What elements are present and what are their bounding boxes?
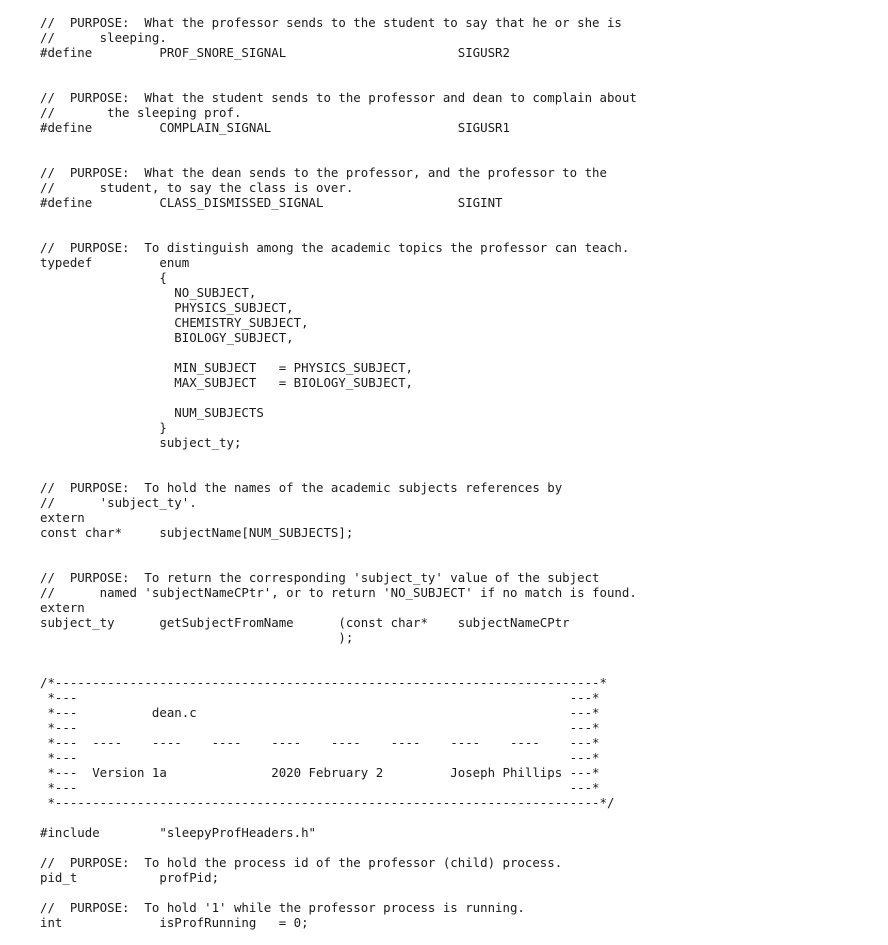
code-line: #define CLASS_DISMISSED_SIGNAL SIGINT (40, 195, 503, 210)
code-line (40, 345, 637, 360)
code-line (40, 60, 637, 75)
code-line: // PURPOSE: What the student sends to the professor and dean to complain about (40, 90, 637, 105)
code-line (40, 150, 637, 165)
code-line: { (40, 270, 167, 285)
code-line: // PURPOSE: What the dean sends to the professor, and the professor to the (40, 165, 607, 180)
code-line: MAX_SUBJECT = BIOLOGY_SUBJECT, (40, 375, 413, 390)
code-line: // PURPOSE: To hold the process id of the professor (child) process. (40, 855, 563, 870)
code-line (40, 390, 637, 405)
code-line (40, 75, 637, 90)
code-line: subject_ty; (40, 435, 242, 450)
code-line (40, 840, 637, 855)
code-line (40, 885, 637, 900)
code-line: #define PROF_SNORE_SIGNAL SIGUSR2 (40, 45, 510, 60)
code-line: PHYSICS_SUBJECT, (40, 300, 294, 315)
code-line: // PURPOSE: To hold the names of the academic subjects references by (40, 480, 563, 495)
header-banner-line: *--- ---* (40, 750, 600, 765)
code-line: // named 'subjectNameCPtr', or to return 'NO_SUBJECT' if no match is found. (40, 585, 637, 600)
code-line: pid_t profPid; (40, 870, 220, 885)
header-banner-line: *--- Version 1a 2020 February 2 Joseph Phillips ---* (40, 765, 600, 780)
code-line (40, 645, 637, 660)
code-line (40, 450, 637, 465)
code-line: // 'subject_ty'. (40, 495, 197, 510)
code-line: extern (40, 510, 85, 525)
code-line: int isProfRunning = 0; (40, 915, 309, 930)
code-line: // PURPOSE: To distinguish among the academic topics the professor can teach. (40, 240, 630, 255)
code-line (40, 225, 637, 240)
header-banner-line: *--- ---* (40, 780, 600, 795)
code-line (40, 465, 637, 480)
code-line: extern (40, 600, 85, 615)
code-line (40, 660, 637, 675)
code-line: #define COMPLAIN_SIGNAL SIGUSR1 (40, 120, 510, 135)
code-line: typedef enum (40, 255, 190, 270)
header-banner-line: *--- ---* (40, 690, 600, 705)
code-line: NO_SUBJECT, (40, 285, 257, 300)
code-line: BIOLOGY_SUBJECT, (40, 330, 294, 345)
code-line: CHEMISTRY_SUBJECT, (40, 315, 309, 330)
code-line: subject_ty getSubjectFromName (const char* subjectNameCPtr (40, 615, 570, 630)
header-banner-line: /*-------------------------------------------------------------------------* (40, 675, 607, 690)
header-banner-line: *--- ---* (40, 720, 600, 735)
code-line: MIN_SUBJECT = PHYSICS_SUBJECT, (40, 360, 413, 375)
code-line (40, 135, 637, 150)
code-line: // student, to say the class is over. (40, 180, 354, 195)
code-listing (40, 15, 637, 945)
header-banner-line: *--- ---- ---- ---- ---- ---- ---- ---- ---- ---* (40, 735, 600, 750)
code-line: NUM_SUBJECTS (40, 405, 264, 420)
code-line: // PURPOSE: What the professor sends to the student to say that he or she is (40, 15, 622, 30)
code-line: #include "sleepyProfHeaders.h" (40, 825, 317, 840)
code-line: const char* subjectName[NUM_SUBJECTS]; (40, 525, 354, 540)
code-line: // sleeping. (40, 30, 167, 45)
code-line: } (40, 420, 167, 435)
code-line: ); (40, 630, 354, 645)
code-line: // PURPOSE: To return the corresponding 'subject_ty' value of the subject (40, 570, 600, 585)
code-line (40, 540, 637, 555)
header-banner-line: *-------------------------------------------------------------------------*/ (40, 795, 615, 810)
code-line (40, 210, 637, 225)
code-line: // the sleeping prof. (40, 105, 242, 120)
code-line (40, 555, 637, 570)
code-line (40, 810, 637, 825)
header-banner-line: *--- dean.c ---* (40, 705, 600, 720)
code-line: // PURPOSE: To hold '1' while the professor process is running. (40, 900, 525, 915)
